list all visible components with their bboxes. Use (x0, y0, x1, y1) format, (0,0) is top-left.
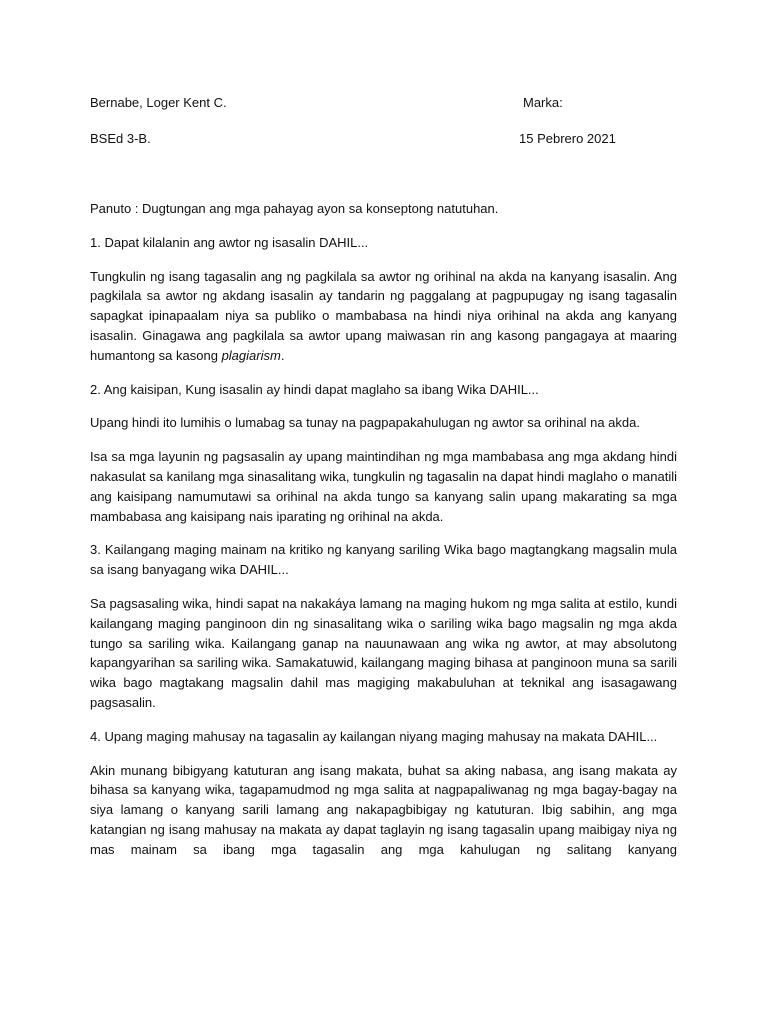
question-4: 4. Upang maging mahusay na tagasalin ay kailangan niyang maging mahusay na makata DAHIL... (90, 728, 658, 744)
instructions: Panuto : Dugtungan ang mga pahayag ayon sa konseptong natutuhan. (90, 201, 499, 216)
date-label: 15 Pebrero 2021 (519, 131, 616, 146)
question-2: 2. Ang kaisipan, Kung isasalin ay hindi dapat maglaho sa ibang Wika DAHIL... (90, 381, 539, 397)
answer-1-text: Tungkulin ng isang tagasalin ang ng pagkilala sa awtor ng orihinal na akda na kanyang isasalin. Ang pagkilala sa awtor ng akdang isasalin ay tandarin ng paggalang at pagpupugay ng isang tagasalin sapagkat ipinapaalam niya sa publiko o mambabasa na hindi niya orihinal na akda ang kanyang isasalin. Ginagawa ang pagkilala sa awtor upang maiwasan rin ang kasong pangagaya at maaring humantong sa kasong (90, 268, 677, 363)
answer-1 (90, 267, 677, 366)
answer-4: Akin munang bibigyang katuturan ang isang makata, buhat sa aking nabasa, ang isang makata ay bihasa sa kanyang wika, tagapamudmod ng mga salita at nagpapaliwanag ng mga bagay-bagay na siya lamang o kanyang sarili lamang ang nakapagbibigay ng katuturan. Ibig sabihin, ang mga katangian ng isang mahusay na makata ay dapat taglayin ng isang tagasalin upang maibigay niya ng mas mainam sa ibang mga tagasalin ang mga kahulugan ng salitang kanyang (90, 762, 677, 857)
student-name: Bernabe, Loger Kent C. (90, 95, 227, 110)
answer-2a: Upang hindi ito lumihis o lumabag sa tunay na pagpapakahulugan ng awtor sa orihinal na akda. (90, 415, 640, 431)
answer-1-end: . (280, 347, 285, 363)
answer-3: Sa pagsasaling wika, hindi sapat na nakakáya lamang na maging hukom ng mga salita at estilo, kundi kailangang maging panginoon din ng sinasalitang wika o sariling wika bago magsalin ng mga akda tungo sa sariling wika. Kailangang ganap na nauunawaan ang wika ng awtor, at may absolutong kapangyarihan sa sariling wika. Samakatuwid, kailangang maging bihasa at panginoon muna sa sarili wika bago magtakang magsalin dahil mas magiging makabuluhan at teknikal ang isasagawang pagsasalin. (90, 595, 677, 710)
answer-1-italic-term: plagiarism (221, 347, 281, 363)
answer-2b: Isa sa mga layunin ng pagsasalin ay upang maintindihan ng mga mambabasa ang mga akdang hindi nakasulat sa kanilang mga sinasalitang wika, tungkulin ng tagasalin na dapat hindi maglaho o manatili ang kaisipang namumutawi sa orihinal na akda tungo sa kanyang salin upang makarating sa mga mambabasa ang kaisipang nais iparating ng orihinal na akda. (90, 449, 677, 524)
question-1: 1. Dapat kilalanin ang awtor ng isasalin DAHIL... (90, 234, 369, 250)
section-label: BSEd 3-B. (90, 131, 151, 146)
question-3: 3. Kailangang maging mainam na kritiko ng kanyang sariling Wika bago magtangkang magsalin mula sa isang banyagang wika DAHIL... (90, 542, 677, 578)
marka-label: Marka: (523, 95, 563, 110)
document-body (90, 199, 677, 874)
